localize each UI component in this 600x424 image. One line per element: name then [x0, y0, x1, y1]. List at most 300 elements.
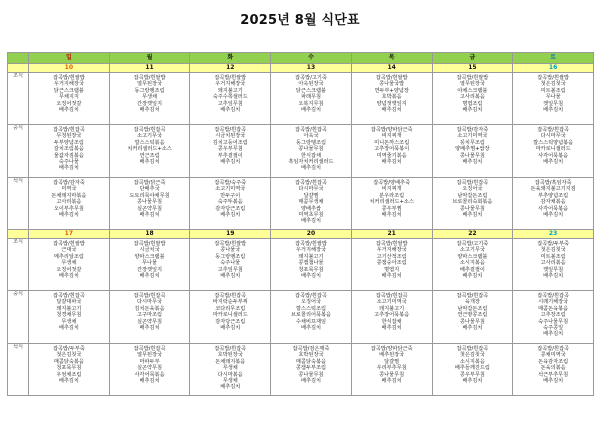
dish-item: 미역줄기볶음 [376, 152, 407, 159]
dish-item: 마카로니샐러드 [535, 146, 571, 153]
dish-item: 오징어국 [462, 186, 483, 193]
dish-item: 두부양념조림 [53, 139, 84, 146]
dish-item: 소시지볶음 [459, 260, 485, 267]
dish-item: 김치고등어조림 [212, 139, 248, 146]
menu-cell [513, 291, 594, 344]
menu-cell [109, 125, 190, 178]
date-cell: 23 [513, 230, 594, 239]
dish-item: 콩우부찜 [381, 205, 402, 212]
dish-item: 잡곡밥/두부죽 [537, 241, 570, 247]
dish-item: 파래무침 [300, 94, 321, 101]
dish-item: 배추김치 [58, 377, 79, 384]
dish-item: 브로콜리숙회볶음 [452, 199, 493, 206]
dish-item: 코다리무조림 [215, 305, 246, 312]
date-cell: 19 [190, 230, 271, 239]
weekday-header [432, 53, 513, 64]
dish-item: 배추들깨진드림 [454, 365, 490, 372]
dish-item: 고기산적조림 [376, 253, 407, 260]
dish-item: 무생채 [61, 318, 77, 325]
dish-item: 양념젓깻잎지 [376, 100, 407, 107]
dish-item: 갈치조림볶음 [53, 146, 84, 153]
menu-cell [29, 178, 110, 230]
weekday-header [513, 53, 594, 64]
dish-item: 콩채미역국 [540, 352, 566, 359]
dish-item: 남악갑돈조림 [457, 192, 488, 199]
dish-item: 콩우부무침 [459, 371, 485, 378]
dish-item: 소고기미역국 [376, 299, 407, 306]
menu-cell [190, 239, 271, 291]
dish-item: 부추겉절이 [217, 152, 243, 159]
dish-item: 콩나물무침 [298, 371, 324, 378]
weekday-header [351, 53, 432, 64]
dish-item: 한식잡채 [300, 152, 321, 159]
dish-item: 열무된장국 [459, 81, 485, 88]
meal-label: 조식 [8, 73, 29, 125]
dish-item: 잡곡밥/흰쌀밥 [456, 75, 489, 81]
meal-row [8, 178, 594, 230]
dish-item: 배추김치 [543, 106, 564, 113]
menu-cell [513, 73, 594, 125]
dish-item: 배추김치 [381, 158, 402, 165]
corner-cell [8, 53, 29, 64]
dish-item: 단배추국 [139, 186, 160, 193]
dish-item: 잡곡밥/흰쌀밥 [375, 75, 408, 81]
dish-item: 고추장어묵볶이 [374, 146, 410, 153]
dish-item: 콩나물무침 [298, 146, 324, 153]
dish-item: 소고기미역국 [215, 186, 246, 193]
dish-item: 감자당근조림 [215, 205, 246, 212]
dish-item: 미트볼조림 [540, 253, 566, 260]
dish-item: 배추김치 [58, 106, 79, 113]
dish-item: 돼지불고기 [217, 87, 243, 94]
dish-item: 잡곡밥/감자죽 [52, 180, 85, 186]
dish-item: 근대국 [61, 247, 77, 254]
weekday-header [109, 53, 190, 64]
dish-item: 우리부추무침 [376, 365, 407, 372]
menu-cell [271, 344, 352, 396]
dish-item: 연근땅콩조림 [457, 312, 488, 319]
dish-item: 다시마무국 [298, 186, 324, 193]
dish-item: 배추김치 [58, 211, 79, 218]
menu-cell [190, 291, 271, 344]
dish-item: 돈채돼지볶음 [215, 358, 246, 365]
date-cell: 14 [351, 64, 432, 73]
dish-item: 무생채 [142, 94, 158, 101]
dish-item: 바지락순두부찌 [212, 299, 248, 306]
menu-cell [271, 73, 352, 125]
menu-cell [109, 73, 190, 125]
dish-item: 만두구이 [220, 192, 241, 199]
dish-item: 배추김치 [462, 272, 483, 279]
dish-item: 배추김치 [462, 211, 483, 218]
dish-item: 마카로니샐러드 [212, 312, 248, 319]
weekday-label: 금 [469, 53, 476, 61]
dish-item: 부추양념조림 [538, 192, 569, 199]
dish-item: 잡곡밥/흰잡곡 [133, 127, 166, 133]
dish-item: 오징어국 [300, 299, 321, 306]
dish-item: 잡곡밥/흰잡곡 [295, 293, 327, 299]
dish-item: 우엉채조림 [56, 371, 82, 378]
dish-item: 배추김치 [300, 272, 321, 279]
dish-item: 우거지해장국 [53, 81, 84, 88]
weekday-header [271, 53, 352, 64]
menu-cell [29, 125, 110, 178]
dish-item: 배추김치 [300, 377, 321, 384]
dish-item: 돈채돼지마볶음 [51, 192, 87, 199]
dish-item: 마파두부 [139, 358, 160, 365]
menu-cell [351, 291, 432, 344]
dish-item: 잡곡밥/양배추죽 [373, 180, 411, 186]
menu-cell [432, 344, 513, 396]
dish-item: 고추장어묵볶음 [374, 312, 410, 319]
weekday-label: 일 [65, 53, 72, 61]
dish-item: 호박된장국 [217, 352, 243, 359]
dish-item: 시금치된장국 [215, 133, 246, 140]
dish-item: 명엽지 [384, 266, 400, 273]
dish-item: 잡곡밥/두부죽 [52, 346, 85, 352]
meal-label: 조식 [8, 239, 29, 291]
dish-item: 잡곡밥/흰잡곡 [214, 127, 247, 133]
dish-item: 치커리샐러드+소스 [369, 199, 414, 206]
date-cell: 10 [29, 64, 110, 73]
dish-item: 고사리볶음 [540, 260, 566, 267]
dish-item: 잡곡밥/흰쌀밥 [52, 75, 85, 81]
dish-item: 잡곡밥/흰잡곡 [295, 180, 327, 186]
dish-item: 잡곡밥/흰잡곡 [295, 127, 327, 133]
dish-item: 사각어묵볶음 [538, 152, 569, 159]
dish-item: 청포묵무침 [56, 365, 82, 372]
dish-item: 콩잼두부조림 [295, 365, 326, 372]
menu-cell [109, 178, 190, 230]
dish-item: 흑임자치커리샐러드 [288, 158, 334, 165]
menu-cell [513, 344, 594, 396]
dish-item: 잡곡밥/고기죽 [295, 75, 327, 81]
dish-item: 콩나물국 [220, 247, 241, 254]
dish-item: 배추김치 [139, 106, 160, 113]
dish-item: 배추김치 [462, 158, 483, 165]
menu-cell [29, 291, 110, 344]
dish-item: 소고기미역국 [457, 133, 488, 140]
menu-cell [190, 178, 271, 230]
dish-item: 석근부추무침 [538, 371, 569, 378]
dish-item: 실곤약무침 [137, 365, 163, 372]
meal-label: 석식 [8, 178, 29, 230]
menu-cell [190, 344, 271, 396]
menu-cell [351, 178, 432, 230]
date-row-label [8, 230, 29, 239]
menu-cell [351, 125, 432, 178]
dish-item: 닭근스크램블 [53, 87, 84, 94]
dish-item: 아욱국 [303, 133, 319, 140]
dish-item: 남악갑돈조림 [457, 305, 488, 312]
meal-plan-table [7, 52, 594, 396]
dish-item: 열무된장국 [137, 352, 163, 359]
dish-item: 숙주수쪽샐러드 [212, 94, 248, 101]
dish-item: 간장깻잎지 [137, 266, 163, 273]
menu-cell [29, 239, 110, 291]
menu-cell [432, 178, 513, 230]
weekday-label: 수 [308, 53, 314, 61]
dish-item: 잡곡밥/흰잡곡 [537, 293, 570, 299]
dish-item: 수채비프재임 [295, 318, 326, 325]
dish-item: 간장깻잎지 [137, 100, 163, 107]
dish-item: 고사리볶음 [56, 199, 82, 206]
dish-item: 우거지해장국 [215, 81, 246, 88]
date-cell: 13 [271, 64, 352, 73]
dish-item: 잡곡밥/고기죽 [456, 241, 489, 247]
meal-row [8, 73, 594, 125]
dish-item: 배추김치 [220, 158, 241, 165]
dish-item: 배추김치 [381, 211, 402, 218]
dish-item: 매콤돈육볶음 [538, 305, 569, 312]
dish-item: 메추리알조림 [53, 253, 84, 260]
dish-item: 아욱된장국 [298, 81, 324, 88]
dish-item: 콩나물무침 [459, 318, 485, 325]
dish-item: 동그랑땡조림 [134, 87, 165, 94]
dish-item: 분우라조림 [379, 192, 405, 199]
meal-label: 중식 [8, 125, 29, 178]
dish-item: 잡곡밥/흰쌀밥 [214, 241, 247, 247]
dish-item: 배추김치 [58, 272, 79, 279]
dish-item: 고추잎무침 [217, 266, 243, 273]
dish-item: 양배추쌈 [300, 205, 321, 212]
dish-item: 잡곡밥/흰잡곡 [214, 293, 247, 299]
dish-item: 김치돈육볶음 [134, 305, 165, 312]
dish-item: 닭근스크램블 [295, 87, 326, 94]
dish-item: 숙주뚜볶음 [217, 199, 243, 206]
page-title: 2025년 8월 식단표 [240, 13, 360, 28]
menu-cell [271, 291, 352, 344]
dish-item: 다시마볶음 [217, 371, 243, 378]
date-cell: 21 [351, 230, 432, 239]
menu-cell [109, 239, 190, 291]
dish-item: 소고기무국 [459, 247, 485, 254]
dish-item: 잡곡밥/흑임자죽 [534, 180, 572, 186]
dish-item: 잡곡밥/흰쌀밥 [537, 75, 570, 81]
dish-item: 배추김치 [300, 106, 321, 113]
dish-item: 콩나물무침 [459, 205, 485, 212]
dish-item: 첫은김칫국 [56, 352, 82, 359]
dish-item: 무채지지 [58, 94, 79, 101]
dish-item: 배추김치 [139, 377, 160, 384]
dish-item: 돼지불고기 [379, 305, 405, 312]
dish-item: 배추김치 [220, 384, 241, 391]
menu-cell [351, 344, 432, 396]
dish-item: 숙주나물 [58, 158, 79, 165]
dish-item: 깻잎무침 [543, 100, 564, 107]
meal-label: 중식 [8, 291, 29, 344]
dish-item: 깔스스틱양념볶음 [533, 139, 574, 146]
dish-item: 우거지해장국 [376, 247, 407, 254]
dish-item: 미역초무침 [298, 211, 324, 218]
dish-item: 양파스크램블 [134, 253, 165, 260]
dish-item: 브로콜리어묵볶음 [290, 312, 331, 319]
dish-item: 잡곡밥/흰잡곡 [537, 127, 570, 133]
dish-item: 잡곡밥/흰쌀밥 [214, 75, 247, 81]
dish-item: 잡곡밥/닭근죽 [133, 180, 166, 186]
dish-item: 배추김치 [462, 377, 483, 384]
dish-item: 연두부+양념장 [374, 87, 409, 94]
dish-item: 콩우부무침 [217, 146, 243, 153]
dish-item: 잡곡밥/흰잡곡 [456, 346, 489, 352]
menu-cell [190, 73, 271, 125]
menu-cell [513, 239, 594, 291]
meal-label: 석식 [8, 344, 29, 396]
date-cell: 15 [432, 64, 513, 73]
dish-item: 오복지무침 [298, 100, 324, 107]
dish-item: 배추겉절이 [459, 266, 485, 273]
date-row [8, 64, 594, 73]
dish-item: 숙주콩잎 [543, 324, 564, 331]
dish-item: 잡곡밥/양파닭근죽 [370, 346, 413, 352]
dish-item: 다시마무국 [137, 299, 163, 306]
dish-item: 배추김치 [381, 106, 402, 113]
dish-item: 숙주나물무침 [538, 318, 569, 325]
dish-item: 연근조림 [139, 152, 160, 159]
dish-item: 잡곡밥/감자죽 [456, 127, 489, 133]
dish-item: 배추김치 [462, 106, 483, 113]
dish-item: 실곤약무침 [137, 205, 163, 212]
dish-item: 육개장 [464, 299, 480, 306]
dish-item: 콩나물무침 [459, 152, 485, 159]
dish-item: 양배추찜+쌈장 [455, 146, 490, 153]
dish-item: 미역국 [61, 186, 77, 193]
dish-item: 무생채 [222, 365, 238, 372]
dish-item: 고추잎무침 [217, 100, 243, 107]
dish-item: 콩나물국밥 [379, 81, 405, 88]
dish-item: 잡곡밥/흰쌀밥 [295, 241, 327, 247]
dish-item: 첫은김칫국 [540, 81, 566, 88]
dish-item: 배추김치 [139, 211, 160, 218]
dish-item: 돈육돼지불고기지짐 [530, 186, 576, 193]
dish-item: 호박된장국 [298, 352, 324, 359]
dish-item: 깻잎무침 [543, 266, 564, 273]
menu-cell [432, 73, 513, 125]
dish-item: 배추김치 [220, 211, 241, 218]
dish-item: 시래기해장국 [538, 299, 569, 306]
menu-cell [513, 178, 594, 230]
dish-item: 잡곡밥/흰쌀밥 [133, 75, 166, 81]
dish-item: 매콤닭숙볶음 [295, 358, 326, 365]
meal-row [8, 344, 594, 396]
dish-item: 배추김치 [543, 377, 564, 384]
dish-item: 배추된장국 [379, 352, 405, 359]
dish-item: 돼지불고기 [298, 253, 324, 260]
date-row-label [8, 64, 29, 73]
dish-item: 고구마조림 [137, 312, 163, 319]
date-row [8, 230, 594, 239]
dish-item: 잡곡밥/흰잡곡 [456, 180, 489, 186]
dish-item: 배추김치 [462, 324, 483, 331]
dish-item: 잡곡밥/흰잡곡 [537, 346, 570, 352]
date-cell: 12 [190, 64, 271, 73]
dish-item: 고사리볶음 [459, 94, 485, 101]
dish-item: 오징어젓갈 [56, 266, 82, 273]
dish-item: 시금치국 [139, 247, 160, 254]
dish-item: 배추김치 [543, 272, 564, 279]
menu-cell [513, 125, 594, 178]
dish-item: 돼지불고기 [56, 305, 82, 312]
menu-cell [271, 239, 352, 291]
dish-item: 돈육의볶음 [540, 365, 566, 372]
dish-item: 오이부추무침 [53, 205, 84, 212]
dish-item: 청포묵무침 [298, 266, 324, 273]
menu-cell [351, 239, 432, 291]
weekday-label: 토 [550, 53, 556, 61]
dish-item: 한식잡채 [381, 318, 402, 325]
dish-item: 비지찌개 [381, 186, 402, 193]
weekday-label: 목 [388, 53, 395, 61]
dish-item: 청경채무침 [56, 312, 82, 319]
dish-item: 잡곡밥/흰쌀밥 [133, 241, 166, 247]
dish-item: 콩나물무침 [137, 199, 163, 206]
dish-item: 무나물 [142, 260, 158, 267]
date-cell: 11 [109, 64, 190, 73]
dish-item: 야채스크램블 [457, 87, 488, 94]
dish-item: 무나물 [545, 94, 561, 101]
dish-item: 매콤닭숙볶음 [53, 358, 84, 365]
weekday-label: 화 [227, 53, 234, 61]
dish-item: 배추김치 [220, 324, 241, 331]
dish-item: 치커리샐러드+소스 [127, 146, 172, 153]
dish-item: 배추김치 [139, 272, 160, 279]
menu-cell [351, 73, 432, 125]
dish-item: 깔스스틱볶음 [134, 139, 165, 146]
dish-item: 콩나물무침 [379, 371, 405, 378]
dish-item: 매콤무생채 [298, 199, 324, 206]
dish-item: 소시지볶음 [459, 358, 485, 365]
dish-item: 잡곡밥/흰잡곡 [52, 293, 85, 299]
dish-item: 우거지해장국 [295, 247, 326, 254]
dish-item: 배추김치 [58, 324, 79, 331]
date-cell: 20 [271, 230, 352, 239]
dish-item: 잡곡밥/흰잡곡 [214, 346, 247, 352]
dish-item: 무생채 [61, 260, 77, 267]
dish-item: 배추김치 [220, 272, 241, 279]
menu-cell [432, 125, 513, 178]
dish-item: 배추김치 [300, 165, 321, 172]
dish-item: 배추김치 [300, 324, 321, 331]
dish-item: 달걀대파국 [56, 299, 82, 306]
dish-item: 물값자짐볶음 [53, 152, 84, 159]
dish-item: 돈육감자조림 [538, 358, 569, 365]
dish-item: 잡곡밥/검은깨죽 [292, 346, 330, 352]
weekday-header [29, 53, 110, 64]
dish-item: 잡곡밥/흰잡곡 [375, 293, 408, 299]
menu-cell [190, 125, 271, 178]
dish-item: 열무된장국 [137, 81, 163, 88]
date-cell: 17 [29, 230, 110, 239]
dish-item: 비지찌개 [381, 133, 402, 140]
menu-cell [109, 344, 190, 396]
dish-item: 배추김치 [381, 377, 402, 384]
dish-item: 잡곡밥/흰잡곡 [456, 293, 489, 299]
dish-item: 실곤약무침 [137, 318, 163, 325]
dish-item: 배추김치 [300, 218, 321, 225]
meal-row [8, 239, 594, 291]
dish-item: 동그랑땡조림 [295, 139, 326, 146]
dish-item: 배추김치 [543, 158, 564, 165]
dish-item: 배추김치 [220, 106, 241, 113]
dish-item: 꽁치무조림 [459, 139, 485, 146]
date-cell: 22 [432, 230, 513, 239]
dish-item: 무생채 [222, 377, 238, 384]
dish-item: 배추김치 [543, 331, 564, 338]
dish-item: 감자당근조림 [215, 318, 246, 325]
dish-item: 배추김치 [381, 324, 402, 331]
dish-item: 미트볼조림 [540, 87, 566, 94]
dish-item: 잡곡밥/흰잡곡 [133, 346, 166, 352]
